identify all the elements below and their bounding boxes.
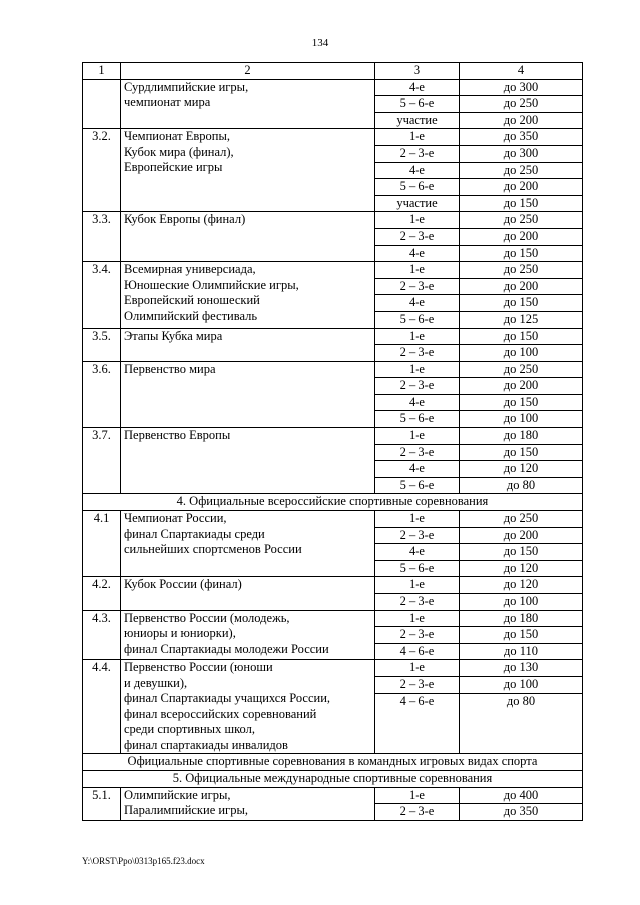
- item-number: 3.7.: [83, 428, 121, 494]
- place-cell: 4-е: [375, 162, 460, 179]
- place-cell: 2 – 3-е: [375, 278, 460, 295]
- place-cell: 1-е: [375, 511, 460, 528]
- competition-name: Чемпионат России, финал Спартакиады среди сильнейших спортсменов России: [121, 511, 375, 577]
- place-cell: 1-е: [375, 610, 460, 627]
- table-row: [83, 787, 583, 804]
- points-cell: до 200: [460, 228, 583, 245]
- place-cell: 5 – 6-е: [375, 311, 460, 328]
- place-cell: 4-е: [375, 295, 460, 312]
- place-cell: 1-е: [375, 361, 460, 378]
- competition-name: Первенство России (молодежь, юниоры и юниорки), финал Спартакиады молодежи России: [121, 610, 375, 660]
- place-cell: 4-е: [375, 394, 460, 411]
- table-header-row: [83, 63, 583, 80]
- points-cell: до 200: [460, 527, 583, 544]
- points-cell: до 120: [460, 560, 583, 577]
- points-cell: до 250: [460, 511, 583, 528]
- place-cell: 1-е: [375, 328, 460, 345]
- item-number: 4.1: [83, 511, 121, 577]
- place-cell: 1-е: [375, 660, 460, 677]
- competition-name: Олимпийские игры, Паралимпийские игры,: [121, 787, 375, 820]
- place-cell: 5 – 6-е: [375, 477, 460, 494]
- points-cell: до 300: [460, 79, 583, 96]
- column-header: 4: [460, 63, 583, 80]
- points-cell: до 200: [460, 112, 583, 129]
- points-cell: до 150: [460, 544, 583, 561]
- place-cell: 2 – 3-е: [375, 527, 460, 544]
- competition-name: Первенство Европы: [121, 428, 375, 494]
- place-cell: 2 – 3-е: [375, 145, 460, 162]
- place-cell: 1-е: [375, 428, 460, 445]
- place-cell: 4 – 6-е: [375, 693, 460, 754]
- competition-name: Кубок России (финал): [121, 577, 375, 610]
- points-cell: до 200: [460, 179, 583, 196]
- points-cell: до 120: [460, 461, 583, 478]
- points-cell: до 80: [460, 693, 583, 754]
- place-cell: 1-е: [375, 577, 460, 594]
- table-row: [83, 428, 583, 445]
- points-cell: до 120: [460, 577, 583, 594]
- table-row: [83, 129, 583, 146]
- place-cell: 5 – 6-е: [375, 96, 460, 113]
- table-row: [83, 610, 583, 627]
- place-cell: 2 – 3-е: [375, 378, 460, 395]
- place-cell: 4-е: [375, 245, 460, 262]
- points-cell: до 350: [460, 129, 583, 146]
- table-row: [83, 361, 583, 378]
- place-cell: 2 – 3-е: [375, 594, 460, 611]
- section-title: 5. Официальные международные спортивные соревнования: [83, 770, 583, 787]
- table-row: [83, 262, 583, 279]
- place-cell: 2 – 3-е: [375, 444, 460, 461]
- points-cell: до 150: [460, 444, 583, 461]
- place-cell: 2 – 3-е: [375, 676, 460, 693]
- place-cell: 1-е: [375, 212, 460, 229]
- points-cell: до 110: [460, 643, 583, 660]
- points-cell: до 100: [460, 676, 583, 693]
- table-row: [83, 660, 583, 677]
- points-cell: до 130: [460, 660, 583, 677]
- points-cell: до 300: [460, 145, 583, 162]
- points-cell: до 180: [460, 610, 583, 627]
- place-cell: 5 – 6-е: [375, 179, 460, 196]
- table-row: [83, 511, 583, 528]
- place-cell: 4-е: [375, 544, 460, 561]
- points-cell: до 200: [460, 378, 583, 395]
- place-cell: 4-е: [375, 79, 460, 96]
- competition-name: Всемирная универсиада, Юношеские Олимпийские игры, Европейский юношеский Олимпийский фестиваль: [121, 262, 375, 328]
- points-cell: до 80: [460, 477, 583, 494]
- item-number: 3.5.: [83, 328, 121, 361]
- rating-table: [82, 62, 583, 821]
- section-header-row: [83, 494, 583, 511]
- points-cell: до 250: [460, 361, 583, 378]
- points-cell: до 125: [460, 311, 583, 328]
- item-number: 4.3.: [83, 610, 121, 660]
- item-number: 3.3.: [83, 212, 121, 262]
- competition-name: Сурдлимпийские игры, чемпионат мира: [121, 79, 375, 129]
- place-cell: участие: [375, 112, 460, 129]
- section-title: Официальные спортивные соревнования в командных игровых видах спорта: [83, 754, 583, 771]
- competition-name: Кубок Европы (финал): [121, 212, 375, 262]
- points-cell: до 250: [460, 162, 583, 179]
- points-cell: до 350: [460, 804, 583, 821]
- place-cell: 5 – 6-е: [375, 411, 460, 428]
- points-cell: до 400: [460, 787, 583, 804]
- page-number: 134: [311, 37, 329, 49]
- section-header-row: [83, 770, 583, 787]
- points-cell: до 200: [460, 278, 583, 295]
- item-number: 3.2.: [83, 129, 121, 212]
- place-cell: 4-е: [375, 461, 460, 478]
- item-number: 5.1.: [83, 787, 121, 820]
- place-cell: 4 – 6-е: [375, 643, 460, 660]
- points-cell: до 150: [460, 295, 583, 312]
- table-row: [83, 577, 583, 594]
- points-cell: до 150: [460, 328, 583, 345]
- place-cell: 1-е: [375, 262, 460, 279]
- points-cell: до 250: [460, 212, 583, 229]
- place-cell: 2 – 3-е: [375, 345, 460, 362]
- column-header: 3: [375, 63, 460, 80]
- place-cell: 1-е: [375, 129, 460, 146]
- item-number: 4.2.: [83, 577, 121, 610]
- place-cell: 1-е: [375, 787, 460, 804]
- competition-name: Чемпионат Европы, Кубок мира (финал), Европейские игры: [121, 129, 375, 212]
- section-title: 4. Официальные всероссийские спортивные соревнования: [83, 494, 583, 511]
- points-cell: до 100: [460, 345, 583, 362]
- points-cell: до 150: [460, 195, 583, 212]
- points-cell: до 100: [460, 594, 583, 611]
- competition-name: Этапы Кубка мира: [121, 328, 375, 361]
- item-number: 3.4.: [83, 262, 121, 328]
- points-cell: до 250: [460, 262, 583, 279]
- place-cell: участие: [375, 195, 460, 212]
- item-number: [83, 79, 121, 129]
- place-cell: 2 – 3-е: [375, 804, 460, 821]
- place-cell: 2 – 3-е: [375, 627, 460, 644]
- points-cell: до 150: [460, 394, 583, 411]
- points-cell: до 100: [460, 411, 583, 428]
- competition-name: Первенство мира: [121, 361, 375, 427]
- points-cell: до 150: [460, 245, 583, 262]
- table-row: [83, 79, 583, 96]
- column-header: 1: [83, 63, 121, 80]
- points-cell: до 250: [460, 96, 583, 113]
- file-path-footer: Y:\ORST\Ppo\0313p165.f23.docx: [82, 856, 205, 866]
- points-cell: до 150: [460, 627, 583, 644]
- place-cell: 2 – 3-е: [375, 228, 460, 245]
- points-cell: до 180: [460, 428, 583, 445]
- section-header-row: [83, 754, 583, 771]
- column-header: 2: [121, 63, 375, 80]
- competition-name: Первенство России (юноши и девушки), финал Спартакиады учащихся России, финал всероссийских соревнований среди спортивных школ, финал спартакиады инвалидов: [121, 660, 375, 754]
- item-number: 4.4.: [83, 660, 121, 754]
- table-row: [83, 328, 583, 345]
- place-cell: 5 – 6-е: [375, 560, 460, 577]
- item-number: 3.6.: [83, 361, 121, 427]
- table-row: [83, 212, 583, 229]
